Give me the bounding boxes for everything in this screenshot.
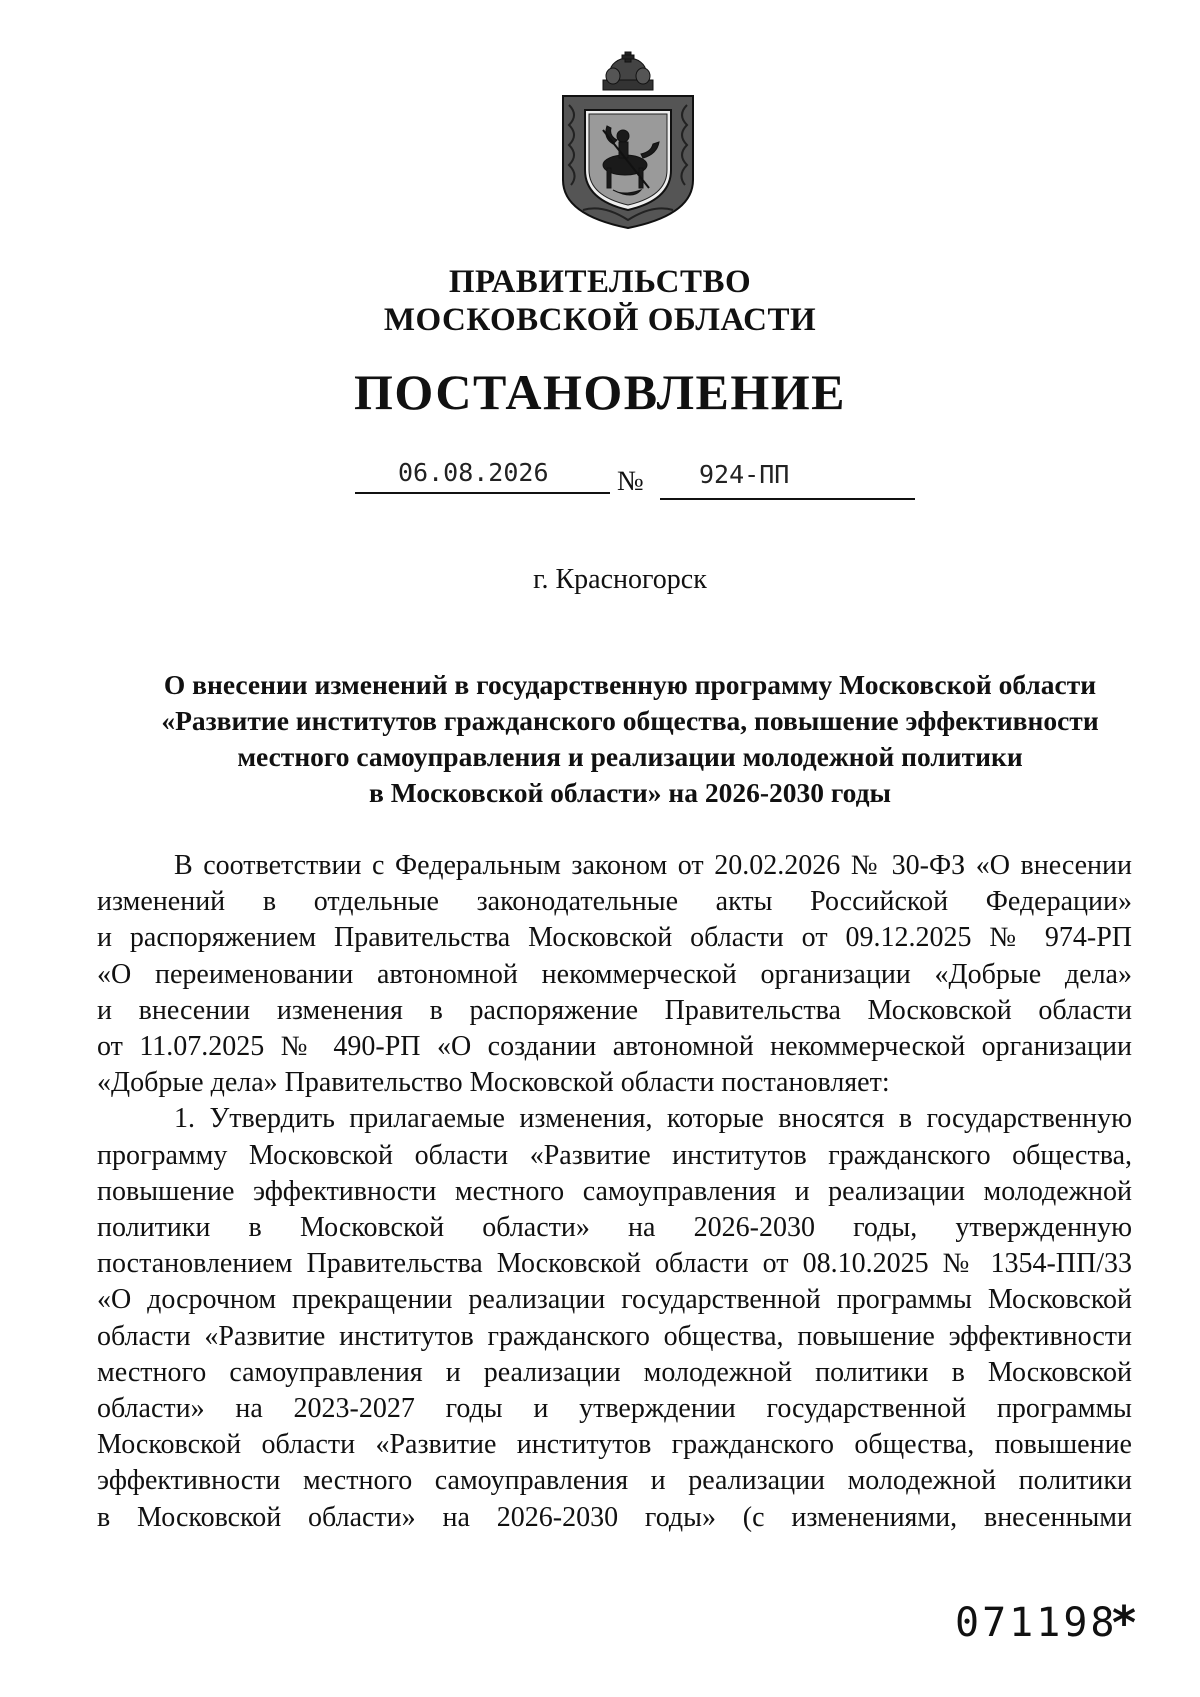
title-line: О внесении изменений в государственную программу Московской области bbox=[163, 669, 1097, 700]
number-underline bbox=[660, 498, 915, 500]
body-line: изменений в отдельные законодательные акты Российской Федерации» bbox=[97, 886, 1132, 918]
body-line: в Московской области» на 2026-2030 годы» (с изменениями, внесенными bbox=[97, 1501, 1132, 1533]
body-line: области» на 2023-2027 годы и утверждении государственной программы bbox=[97, 1393, 1132, 1425]
body-line: В соответствии с Федеральным законом от 20.02.2026 № 30-ФЗ «О внесении bbox=[174, 850, 1132, 881]
government-name-line2: МОСКОВСКОЙ ОБЛАСТИ bbox=[383, 302, 817, 338]
government-name-line1: ПРАВИТЕЛЬСТВО bbox=[448, 264, 752, 300]
body-line: программу Московской области «Развитие институтов гражданского общества, bbox=[97, 1139, 1132, 1171]
body-line: и распоряжением Правительства Московской области от 09.12.2025 № 974-РП bbox=[97, 922, 1132, 954]
body-line: «О переименовании автономной некоммерческой организации «Добрые дела» bbox=[97, 958, 1132, 990]
document-number: 924-ПП bbox=[699, 460, 790, 489]
document-date: 06.08.2026 bbox=[398, 458, 549, 487]
body-line: местного самоуправления и реализации молодежной политики в Московской bbox=[97, 1356, 1132, 1388]
resolution-title bbox=[100, 667, 1160, 811]
body-line: постановлением Правительства Московской области от 08.10.2025 № 1354-ПП/33 bbox=[97, 1248, 1132, 1280]
city-name: г. Красногорск bbox=[533, 564, 707, 595]
title-line: в Московской области» на 2026-2030 годы bbox=[369, 777, 891, 808]
title-line: «Развитие институтов гражданского общества, повышение эффективности bbox=[161, 705, 1099, 736]
asterisk-mark: * bbox=[1112, 1596, 1137, 1650]
body-line: 1. Утвердить прилагаемые изменения, которые вносятся в государственную bbox=[174, 1103, 1132, 1135]
body-line: политики в Московской области» на 2026-2030 годы, утвержденную bbox=[97, 1212, 1132, 1244]
body-line: и внесении изменения в распоряжение Правительства Московской области bbox=[97, 994, 1132, 1026]
body-line: от 11.07.2025 № 490-РП «О создании автономной некоммерческой организации bbox=[97, 1031, 1132, 1063]
body-line: Московской области «Развитие институтов гражданского общества, повышение bbox=[97, 1429, 1132, 1461]
number-sign: № bbox=[617, 466, 644, 497]
resolution-body bbox=[97, 848, 1132, 1536]
coat-of-arms-emblem bbox=[553, 50, 703, 230]
body-line: повышение эффективности местного самоуправления и реализации молодежной bbox=[97, 1175, 1132, 1207]
body-line: «О досрочном прекращении реализации государственной программы Московской bbox=[97, 1284, 1132, 1316]
body-line: «Добрые дела» Правительство Московской области постановляет: bbox=[97, 1067, 890, 1099]
body-line: эффективности местного самоуправления и реализации молодежной политики bbox=[97, 1465, 1132, 1497]
serial-number: 071198 bbox=[955, 1600, 1118, 1646]
body-line: области «Развитие институтов гражданского общества, повышение эффективности bbox=[97, 1320, 1132, 1352]
date-underline bbox=[355, 492, 610, 494]
title-line: местного самоуправления и реализации молодежной политики bbox=[237, 741, 1023, 772]
document-type-heading: ПОСТАНОВЛЕНИЕ bbox=[354, 364, 846, 420]
